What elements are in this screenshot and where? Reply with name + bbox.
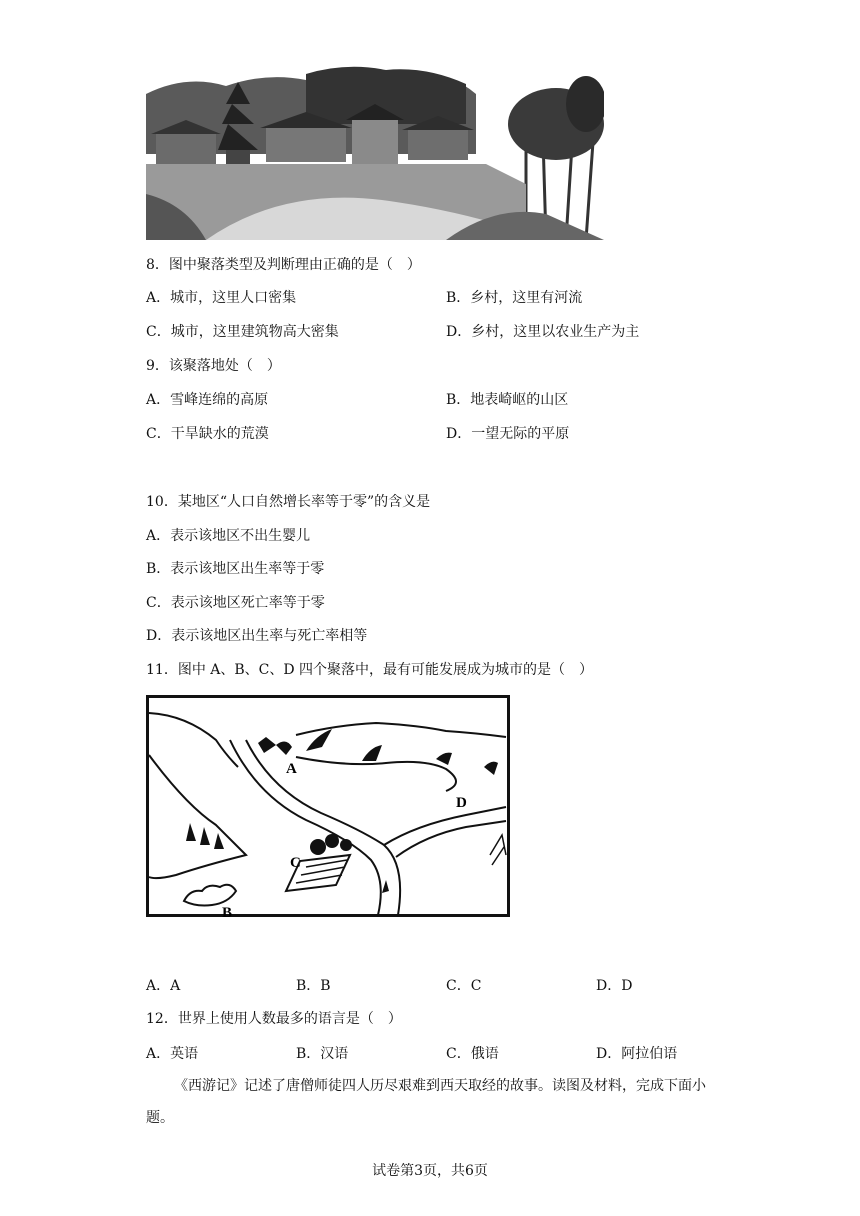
question-11-stem: 11．图中 A、B、C、D 四个聚落中，最有可能发展成为城市的是（ ） bbox=[146, 662, 594, 678]
question-10-stem: 10．某地区“人口自然增长率等于零”的含义是 bbox=[146, 494, 431, 510]
question-10-option-a[interactable]: A．表示该地区不出生婴儿 bbox=[146, 528, 311, 544]
map-label-d: D bbox=[456, 795, 467, 811]
question-12-option-a[interactable]: A．英语 bbox=[146, 1046, 199, 1062]
question-12-option-c[interactable]: C．俄语 bbox=[446, 1046, 499, 1062]
question-8-option-b[interactable]: B．乡村，这里有河流 bbox=[446, 290, 583, 306]
reading-passage: 《西游记》记述了唐僧师徒四人历尽艰难到西天取经的故事。读图及材料，完成下面小题。 bbox=[146, 1078, 706, 1126]
question-12-stem: 12．世界上使用人数最多的语言是（ ） bbox=[146, 1011, 402, 1027]
question-10-option-c[interactable]: C．表示该地区死亡率等于零 bbox=[146, 595, 325, 611]
question-9-stem: 9．该聚落地处（ ） bbox=[146, 358, 281, 374]
question-9-option-b[interactable]: B．地表崎岖的山区 bbox=[446, 392, 569, 408]
question-11-option-d[interactable]: D．D bbox=[596, 978, 633, 994]
question-11-option-a[interactable]: A．A bbox=[146, 978, 181, 994]
settlement-map bbox=[146, 695, 510, 917]
question-9-option-c[interactable]: C．干旱缺水的荒漠 bbox=[146, 426, 269, 442]
question-9-option-d[interactable]: D．一望无际的平原 bbox=[446, 426, 570, 442]
map-label-b: B bbox=[222, 905, 233, 917]
village-photo bbox=[146, 64, 604, 240]
question-11-option-c[interactable]: C．C bbox=[446, 978, 482, 994]
question-10-option-b[interactable]: B．表示该地区出生率等于零 bbox=[146, 561, 325, 577]
question-8-option-c[interactable]: C．城市，这里建筑物高大密集 bbox=[146, 324, 339, 340]
question-8-stem: 8．图中聚落类型及判断理由正确的是（ ） bbox=[146, 257, 421, 273]
question-12-option-d[interactable]: D．阿拉伯语 bbox=[596, 1046, 678, 1062]
question-8-option-d[interactable]: D．乡村，这里以农业生产为主 bbox=[446, 324, 640, 340]
question-11-option-b[interactable]: B．B bbox=[296, 978, 331, 994]
question-12-option-b[interactable]: B．汉语 bbox=[296, 1046, 349, 1062]
question-9-option-a[interactable]: A．雪峰连绵的高原 bbox=[146, 392, 269, 408]
map-label-c: C bbox=[290, 855, 301, 871]
question-10-option-d[interactable]: D．表示该地区出生率与死亡率相等 bbox=[146, 628, 368, 644]
question-8-option-a[interactable]: A．城市，这里人口密集 bbox=[146, 290, 297, 306]
map-label-a: A bbox=[286, 761, 297, 777]
page-footer: 试卷第3页，共6页 bbox=[372, 1163, 488, 1179]
